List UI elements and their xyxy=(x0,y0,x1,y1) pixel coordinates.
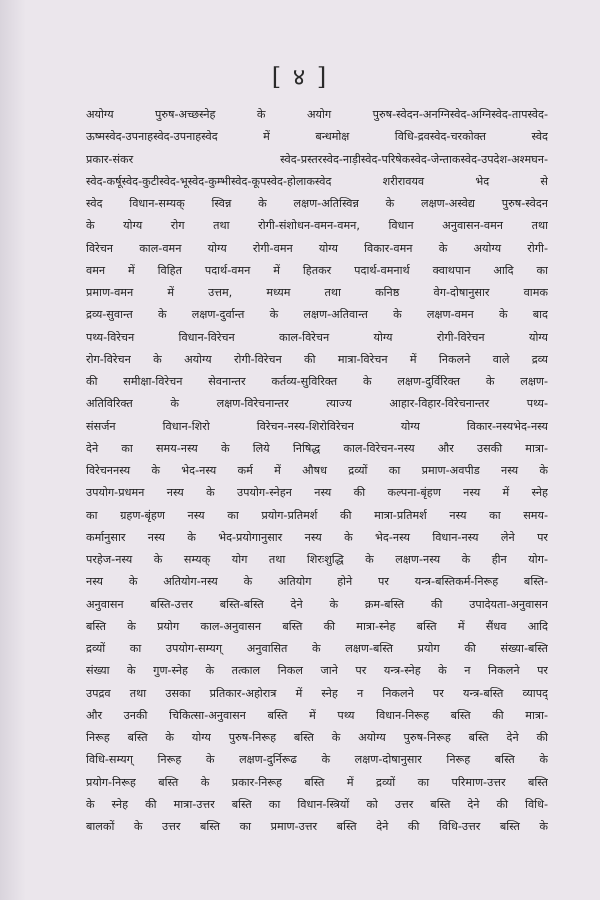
text-line: नस्य के अतियोग-नस्य के अतियोग होने पर यन्त्र-बस्तिकर्म-निरूह बस्ति- xyxy=(86,575,548,589)
text-line: विरेचन काल-वमन योग्य रोगी-वमन योग्य विकार-वमन के अयोग्य रोगी- xyxy=(86,241,548,255)
text-line: अनुवासन बस्ति-उत्तर बस्ति-बस्ति देने के क्रम-बस्ति की उपादेयता-अनुवासन xyxy=(86,597,548,611)
text-line: परहेज-नस्य के सम्यक् योग तथा शिरःशुद्धि के लक्षण-नस्य के हीन योग- xyxy=(86,553,548,566)
text-line: बस्ति के प्रयोग काल-अनुवासन बस्ति की मात्रा-स्नेह बस्ति में सैंधव आदि xyxy=(86,619,548,633)
contents-paragraph xyxy=(86,104,548,838)
text-line: विरेचननस्य के भेद-नस्य कर्म में औषध द्रव्यों का प्रमाण-अवपीड नस्य के xyxy=(86,464,548,477)
text-line: प्रयोग-निरूह बस्ति के प्रकार-निरूह बस्ति में द्रव्यों का परिमाण-उत्तर बस्ति xyxy=(86,775,548,789)
text-line: निरूह बस्ति के योग्य पुरुष-निरूह बस्ति के अयोग्य पुरुष-निरूह बस्ति देने की xyxy=(86,731,548,744)
text-line: उपयोग-प्रधमन नस्य के उपयोग-स्नेहन नस्य की कल्पना-बृंहण नस्य में स्नेह xyxy=(86,486,548,500)
text-line: द्रव्यों का उपयोग-सम्यग् अनुवासित के लक्षण-बस्ति प्रयोग की संख्या-बस्ति xyxy=(86,642,548,655)
text-line: स्वेद विधान-सम्यक् स्विन्न के लक्षण-अतिस्विन्न के लक्षण-अस्वेद्य पुरुष-स्वेदन xyxy=(86,197,548,210)
text-line: विधि-सम्यग् निरूह के लक्षण-दुर्निरूढ के लक्षण-दोषानुसार निरूह बस्ति के xyxy=(86,753,548,767)
page-edge-shadow xyxy=(0,0,26,900)
text-line: प्रमाण-वमन में उत्तम, मध्यम तथा कनिष्ठ वेग-दोषानुसार वामक xyxy=(86,286,548,299)
text-line: के स्नेह की मात्रा-उत्तर बस्ति का विधान-स्त्रियों को उत्तर बस्ति देने की विधि- xyxy=(86,797,548,811)
text-line: संख्या के गुण-स्नेह के तत्काल निकल जाने पर यन्त्र-स्नेह के न निकलने पर xyxy=(86,664,548,678)
text-line: संसर्जन विधान-शिरो विरेचन-नस्य-शिरोविरेचन योग्य विकार-नस्यभेद-नस्य xyxy=(86,419,548,433)
text-line: के योग्य रोग तथा रोगी-संशोधन-वमन-वमन, विधान अनुवासन-वमन तथा xyxy=(86,219,548,233)
text-line: ऊष्मस्वेद-उपनाहस्वेद-उपनाहस्वेद में बन्धमोक्ष विधि-द्रवस्वेद-चरकोक्त स्वेद xyxy=(86,130,548,144)
text-line: बालकों के उत्तर बस्ति का प्रमाण-उत्तर बस्ति देने की विधि-उत्तर बस्ति के xyxy=(86,820,548,833)
text-line: कर्मानुसार नस्य के भेद-प्रयोगानुसार नस्य के भेद-नस्य विधान-नस्य लेने पर xyxy=(86,530,548,544)
text-line: देने का समय-नस्य के लिये निषिद्ध काल-विरेचन-नस्य और उसकी मात्रा- xyxy=(86,441,548,455)
text-line: स्वेद-कर्षूस्वेद-कुटीस्वेद-भूस्वेद-कुम्भीस्वेद-कूपस्वेद-होलाकस्वेद शरीरावयव भेद से xyxy=(86,174,548,188)
text-line: प्रकार-संकर स्वेद-प्रस्तरस्वेद-नाड़ीस्वेद-परिषेकस्वेद-जेन्ताकस्वेद-उपदेश-अश्मघन- xyxy=(86,152,548,166)
text-line: और उनकी चिकित्सा-अनुवासन बस्ति में पथ्य विधान-निरूह बस्ति की मात्रा- xyxy=(86,708,548,722)
text-line: का ग्रहण-बृंहण नस्य का प्रयोग-प्रतिमर्श की मात्रा-प्रतिमर्श नस्य का समय- xyxy=(86,508,548,522)
text-line: की समीक्षा-विरेचन सेवनान्तर कर्तव्य-सुविरिक्त के लक्षण-दुर्विरिक्त के लक्षण- xyxy=(86,375,548,388)
text-line: वमन में विहित पदार्थ-वमन में हितकर पदार्थ-वमनार्थ क्वाथपान आदि का xyxy=(86,263,548,277)
page-number: [ ४ ] xyxy=(271,63,329,91)
text-line: अतिविरिक्त के लक्षण-विरेचनान्तर त्याज्य आहार-विहार-विरेचनान्तर पथ्य- xyxy=(86,397,548,411)
text-line: उपद्रव तथा उसका प्रतिकार-अहोरात्र में स्नेह न निकलने पर यन्त्र-बस्ति व्यापद् xyxy=(86,686,548,700)
text-line: पथ्य-विरेचन विधान-विरेचन काल-विरेचन योग्य रोगी-विरेचन योग्य xyxy=(86,330,548,344)
text-line: रोग-विरेचन के अयोग्य रोगी-विरेचन की मात्रा-विरेचन में निकलने वाले द्रव्य xyxy=(86,352,548,366)
text-line: द्रव्य-सुवान्त के लक्षण-दुर्वान्त के लक्षण-अतिवान्त के लक्षण-वमन के बाद xyxy=(86,308,548,322)
text-line: अयोग्य पुरुष-अच्छस्नेह के अयोग पुरुष-स्वेदन-अनग्निस्वेद-अग्निस्वेद-तापस्वेद- xyxy=(86,108,548,121)
